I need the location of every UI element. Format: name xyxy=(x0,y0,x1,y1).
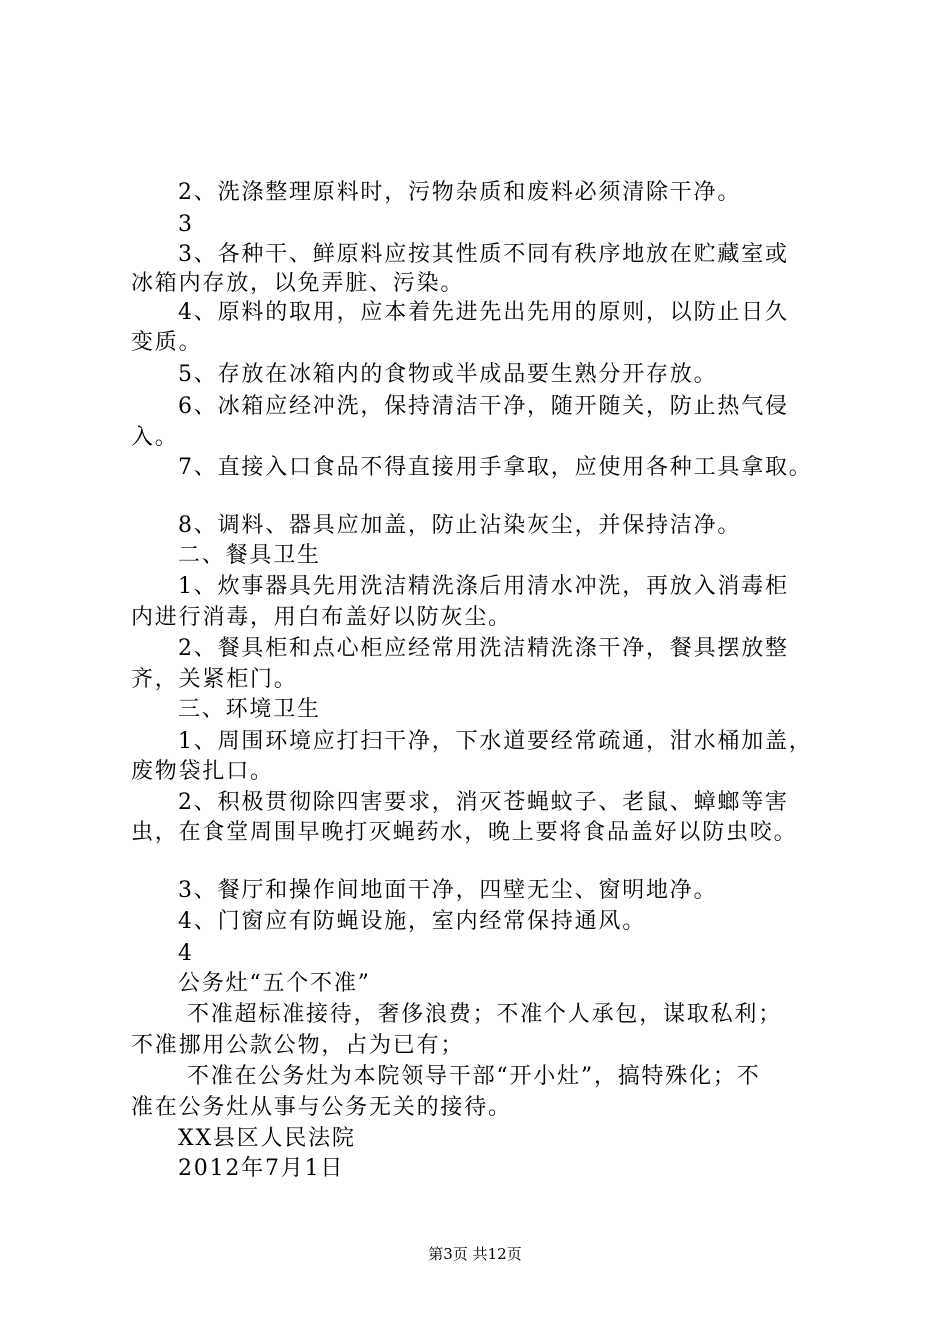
page-footer: 第3页 共12页 xyxy=(428,1245,522,1263)
paragraph-line: 入。 xyxy=(131,425,179,450)
paragraph-line: 2、洗涤整理原料时，污物杂质和废料必须清除干净。 xyxy=(178,180,742,205)
signature-date: 2012年7月1日 xyxy=(178,1156,345,1181)
paragraph-line: 3、各种干、鲜原料应按其性质不同有秩序地放在贮藏室或 xyxy=(178,242,789,267)
signature-org: XX县区人民法院 xyxy=(178,1126,356,1151)
paragraph-line: 内进行消毒，用白布盖好以防灰尘。 xyxy=(131,605,512,630)
paragraph-line: 6、冰箱应经冲洗，保持清洁干净，随开随关，防止热气侵 xyxy=(178,394,789,419)
paragraph-line: 2、积极贯彻除四害要求，消灭苍蝇蚊子、老鼠、蟑螂等害 xyxy=(178,790,789,815)
paragraph-line: 变质。 xyxy=(131,330,203,355)
paragraph-line: 废物袋扎口。 xyxy=(131,759,274,784)
paragraph-line: 冰箱内存放，以免弄脏、污染。 xyxy=(131,271,465,296)
paragraph-line: 1、炊事器具先用洗洁精洗涤后用清水冲洗，再放入消毒柜 xyxy=(178,574,789,599)
paragraph-line: 7、直接入口食品不得直接用手拿取，应使用各种工具拿取。 xyxy=(178,455,813,480)
paragraph-line: 8、调料、器具应加盖，防止沾染灰尘，并保持洁净。 xyxy=(178,513,742,538)
section-heading: 公务灶“五个不准” xyxy=(178,971,371,996)
paragraph-line: 4、门窗应有防蝇设施，室内经常保持通风。 xyxy=(178,909,646,934)
paragraph-line: 不准挪用公款公物，占为已有； xyxy=(131,1033,465,1058)
paragraph-line: 不准超标准接待，奢侈浪费；不准个人承包，谋取私利； xyxy=(187,1002,783,1027)
paragraph-line: 虫，在食堂周围早晚打灭蝇药水，晚上要将食品盖好以防虫咬。 xyxy=(131,820,798,845)
paragraph-line: 不准在公务灶为本院领导干部“开小灶”，搞特殊化；不 xyxy=(187,1064,761,1089)
paragraph-line: 5、存放在冰箱内的食物或半成品要生熟分开存放。 xyxy=(178,362,718,387)
paragraph-line: 准在公务灶从事与公务无关的接待。 xyxy=(131,1095,512,1120)
paragraph-line: 齐，关紧柜门。 xyxy=(131,667,298,692)
paragraph-line: 2、餐具柜和点心柜应经常用洗洁精洗涤干净，餐具摆放整 xyxy=(178,636,789,661)
paragraph-line: 3、餐厅和操作间地面干净，四壁无尘、窗明地净。 xyxy=(178,878,718,903)
page-marker: 4 xyxy=(178,941,194,966)
paragraph-line: 1、周围环境应打扫干净，下水道要经常疏通，泔水桶加盖， xyxy=(178,729,813,754)
paragraph-line: 4、原料的取用，应本着先进先出先用的原则，以防止日久 xyxy=(178,300,789,325)
page-marker: 3 xyxy=(178,212,194,237)
section-heading: 三、环境卫生 xyxy=(178,697,321,722)
section-heading: 二、餐具卫生 xyxy=(178,543,321,568)
